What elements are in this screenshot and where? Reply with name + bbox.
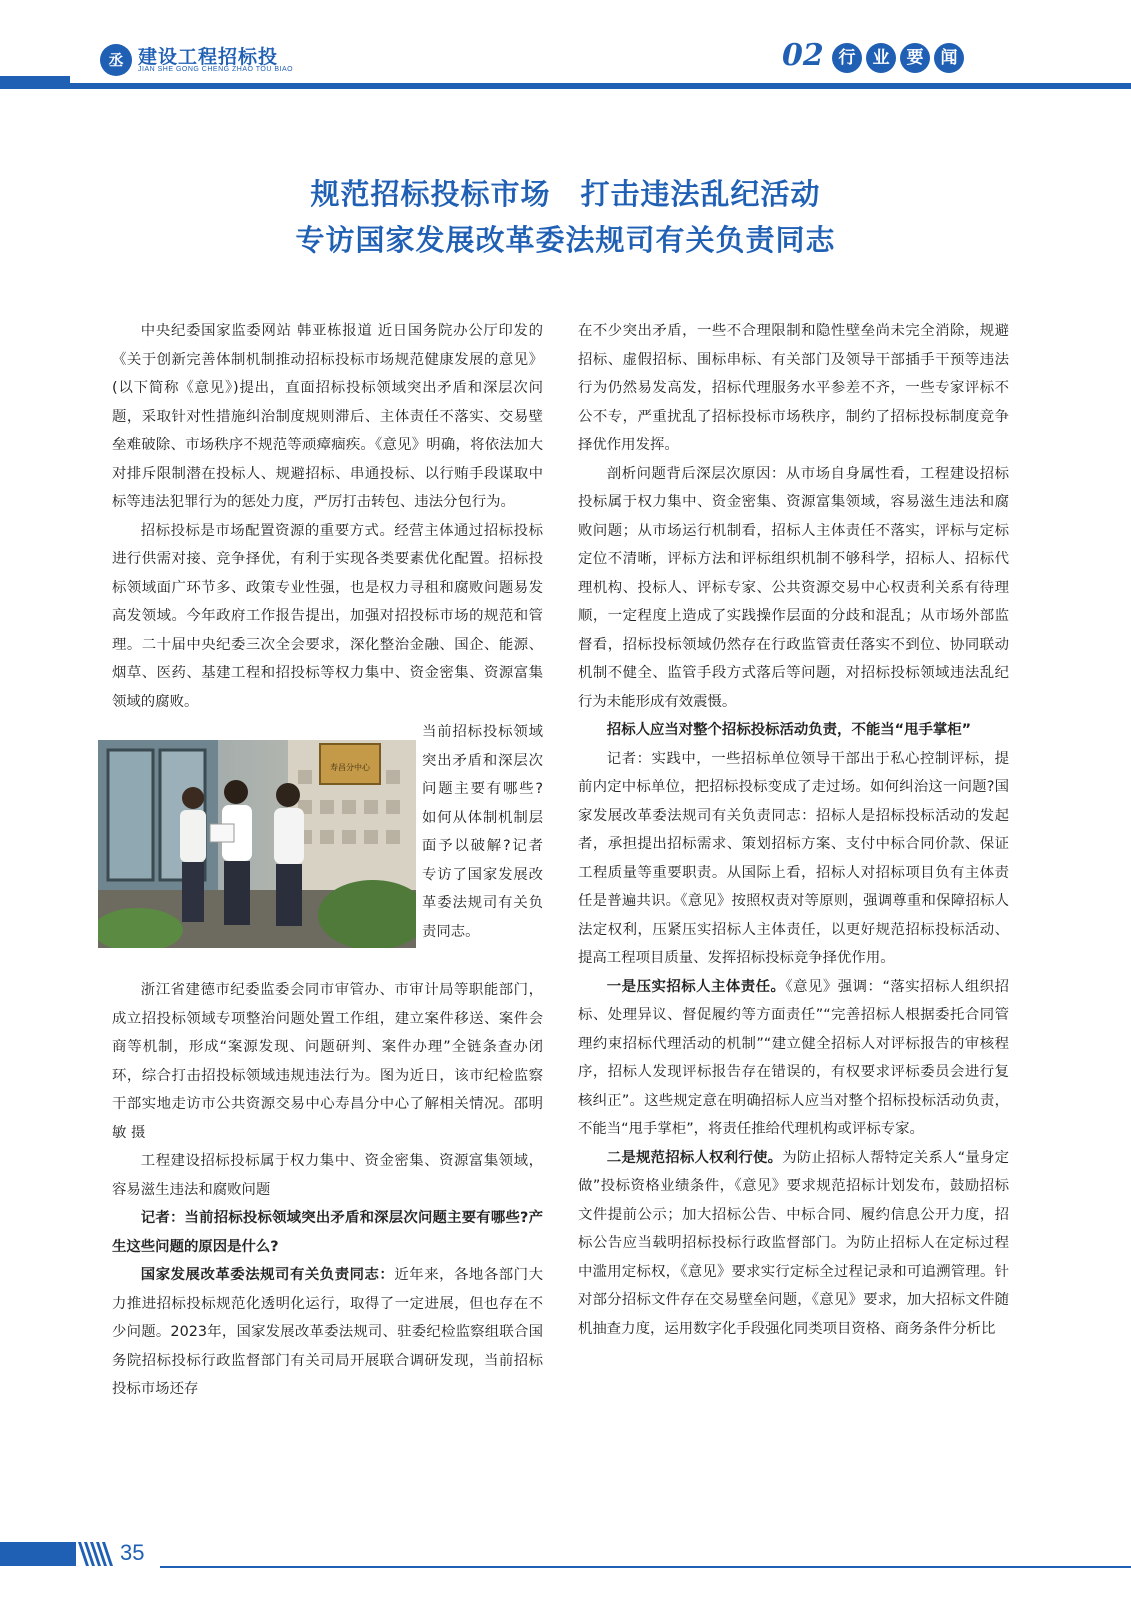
answer-lead: 国家发展改革委法规司有关负责同志：: [140, 1267, 395, 1283]
point-2-text: 为防止招标人帮特定关系人“量身定做”投标资格业绩条件，《意见》要求规范招标计划发布，鼓励招标文件提前公示；加大招标公告、中标合同、履约信息公开力度，招标公告应当载明招标投标行政监督部门。为防止招标人在定标过程中滥用定标权，《意见》要求实行定标全过程记录和可追溯管理。针对部分招标文件存在交易壁垒问题，《意见》要求，加大招标文件随机抽查力度，运用数字化手段强化同类项目资格、商务条件分析比: [578, 1149, 1009, 1337]
section-number: 02: [782, 38, 824, 73]
magazine-title: 建设工程招标投: [138, 46, 279, 68]
footer-rule: [160, 1566, 1131, 1568]
paragraph: 剖析问题背后深层次原因：从市场自身属性看，工程建设招标投标属于权力集中、资金密集、资源富集领域，容易滋生违法和腐败问题；从市场运行机制看，招标人主体责任不落实，评标与定标定位不清晰，评标方法和评标组织机制不够科学，招标人、招标代理机构、投标人、评标专家、公共资源交易中心权责利关系有待理顺，一定程度上造成了实践操作层面的分歧和混乱；从市场外部监督看，招标投标领域仍然存在行政监管责任落实不到位、协同联动机制不健全、监管手段方式落后等问题，对招标投标领域违法乱纪行为未能形成有效震慑。: [578, 465, 1009, 710]
point-2-paragraph: [578, 1144, 1009, 1344]
photo-caption: 浙江省建德市纪委监委会同市审管办、市审计局等职能部门，成立招投标领域专项整治问题处置工作组，建立案件移送、案件会商等机制，形成“案源发现、问题研判、案件办理”全链条查办闭环，综合打击招投标领域违规违法行为。图为近日，该市纪检监察干部实地走访市公共资源交易中心寿昌分中心了解相关情况。邵明敏 摄: [112, 982, 543, 1141]
photo-illustration-icon: [98, 740, 416, 948]
section-char: 闻: [934, 43, 964, 73]
photo-sign-text: 寿昌分中心: [330, 763, 370, 772]
point-1-text: 《意见》强调：“落实招标人组织招标、处理异议、督促履约等方面责任”“完善招标人根据委托合同管理约束招标代理活动的机制”“建立健全招标人对评标报告的审核程序，招标人发现评标报告存在错误的，有权要求评标委员会进行复核纠正”。这些规定意在明确招标人应当对整个招标投标活动负责，不能当“甩手掌柜”，将责任推给代理机构或评标专家。: [578, 978, 1009, 1137]
section-heading: 招标人应当对整个招标投标活动负责，不能当“甩手掌柜”: [606, 722, 972, 738]
paragraph: 记者：实践中，一些招标单位领导干部出于私心控制评标，提前内定中标单位，把招标投标变成了走过场。如何纠治这一问题?国家发展改革委法规司有关负责同志：招标人是招标投标活动的发起者，承担提出招标需求、策划招标方案、支付中标合同价款、保证工程质量等重要职责。从国际上看，招标人对招标项目负有主体责任是普遍共识。《意见》按照权责对等原则，强调尊重和保障招标人法定权利，压紧压实招标人主体责任，以更好规范招标投标活动、提高工程项目质量、发挥招标投标竞争择优作用。: [578, 750, 1009, 966]
article-title: 规范招标投标市场 打击违法乱纪活动: [310, 177, 821, 211]
point-1-lead: 一是压实招标人主体责任。: [606, 978, 786, 995]
section-char: 行: [832, 43, 862, 73]
section-char: 业: [866, 43, 896, 73]
header-rule: [0, 83, 1131, 89]
right-column: [578, 317, 1009, 1343]
answer-paragraph: [112, 1261, 543, 1404]
news-photo: [98, 740, 416, 948]
article-subtitle: 专访国家发展改革委法规司有关负责同志: [295, 223, 836, 257]
paragraph: 招标投标是市场配置资源的重要方式。经营主体通过招标投标进行供需对接、竞争择优，有利于实现各类要素优化配置。招标投标领域面广环节多、政策专业性强，也是权力寻租和腐败问题易发高发领域。今年政府工作报告提出，加强对招投标市场的规范和管理。二十届中央纪委三次全会要求，深化整治金融、国企、能源、烟草、医药、基建工程和招投标等权力集中、资金密集、资源富集领域的腐败。: [112, 522, 543, 710]
section-char: 要: [900, 43, 930, 73]
left-column: [112, 317, 543, 1404]
photo-caption-intro: 当前招标投标领域突出矛盾和深层次问题主要有哪些?如何从体制机制层面予以破解?记者专访了国家发展改革委法规司有关负责同志。: [422, 724, 543, 940]
answer-text: 近年来，各地各部门大力推进招标投标规范化透明化运行，取得了一定进展，但也存在不少问题。2023年，国家发展改革委法规司、驻委纪检监察组联合国务院招标投标行政监督部门有关司局开展联合调研发现，当前招标投标市场还存: [112, 1267, 543, 1397]
magazine-subtitle: JIAN SHE GONG CHENG ZHAO TOU BIAO: [138, 66, 294, 73]
paragraph: 在不少突出矛盾，一些不合理限制和隐性壁垒尚未完全消除，规避招标、虚假招标、围标串标、有关部门及领导干部插手干预等违法行为仍然易发高发，招标代理服务水平参差不齐，一些专家评标不公不专，严重扰乱了招标投标市场秩序，制约了招标投标制度竞争择优作用发挥。: [578, 323, 1009, 453]
paragraph: 中央纪委国家监委网站 韩亚栋报道 近日国务院办公厅印发的《关于创新完善体制机制推动招标投标市场规范健康发展的意见》(以下简称《意见》)提出，直面招标投标领域突出矛盾和深层次问题，采取针对性措施纠治制度规则滞后、主体责任不落实、交易壁垒难破除、市场秩序不规范等顽瘴痼疾。《意见》明确，将依法加大对排斥限制潜在投标人、规避招标、串通投标、以行贿手段谋取中标等违法犯罪行为的惩处力度，严厉打击转包、违法分包行为。: [112, 323, 543, 510]
section-label: [832, 43, 968, 73]
footer-stripes-icon: [0, 1542, 118, 1566]
question: 记者：当前招标投标领域突出矛盾和深层次问题主要有哪些?产生这些问题的原因是什么?: [112, 1210, 543, 1255]
logo-icon: 丞: [100, 44, 132, 76]
subheading: 工程建设招标投标属于权力集中、资金密集、资源富集领域，容易滋生违法和腐败问题: [112, 1153, 543, 1198]
point-2-lead: 二是规范招标人权利行使。: [606, 1149, 783, 1166]
page-header: [0, 0, 1131, 100]
page-number: 35: [120, 1540, 145, 1565]
photo-block: [112, 718, 543, 974]
point-1-paragraph: [578, 973, 1009, 1144]
